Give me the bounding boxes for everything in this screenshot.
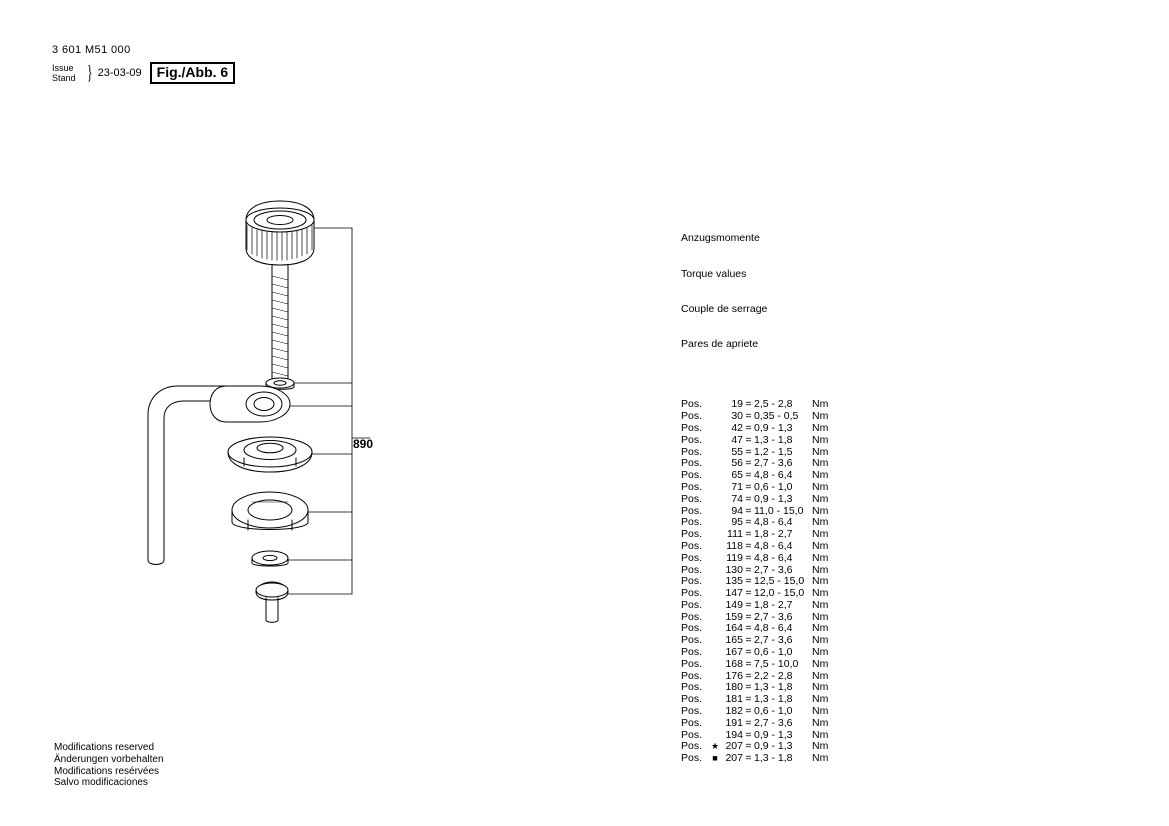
torque-row-marker	[711, 553, 719, 565]
torque-position-number: 182	[725, 705, 743, 718]
torque-unit: Nm	[812, 587, 829, 600]
torque-unit: Nm	[812, 575, 829, 588]
torque-row-marker	[711, 411, 719, 423]
torque-row	[681, 494, 828, 506]
torque-unit: Nm	[812, 539, 829, 552]
callout-leader-lines	[288, 228, 370, 594]
torque-position-number: 130	[725, 563, 743, 576]
torque-row-marker	[711, 706, 719, 718]
brace-glyph: }	[86, 62, 93, 84]
torque-pos-label: Pos.	[681, 539, 703, 552]
torque-value: 4,8 - 6,4	[754, 551, 793, 564]
torque-pos-label: Pos.	[681, 575, 703, 588]
torque-pos-label: Pos.	[681, 646, 703, 659]
torque-unit: Nm	[812, 693, 829, 706]
torque-position-number: 71	[731, 480, 743, 493]
torque-row-marker	[711, 659, 719, 671]
torque-value: 4,8 - 6,4	[754, 469, 793, 482]
torque-equals: =	[745, 504, 752, 517]
issue-label-de: Stand	[52, 73, 76, 83]
torque-unit: Nm	[812, 433, 829, 446]
document-footer	[54, 742, 164, 789]
torque-value: 0,9 - 1,3	[754, 728, 793, 741]
torque-position-number: 94	[731, 504, 743, 517]
torque-value: 1,3 - 1,8	[754, 693, 793, 706]
torque-value: 1,8 - 2,7	[754, 528, 793, 541]
torque-equals: =	[745, 669, 752, 682]
torque-unit: Nm	[812, 551, 829, 564]
torque-unit: Nm	[812, 752, 829, 765]
torque-equals: =	[745, 433, 752, 446]
torque-row-marker	[711, 694, 719, 706]
torque-value: 12,5 - 15,0	[754, 575, 805, 588]
torque-position-number: 118	[726, 539, 743, 552]
torque-equals: =	[745, 445, 752, 458]
torque-pos-label: Pos.	[681, 469, 703, 482]
torque-value: 2,7 - 3,6	[754, 716, 793, 729]
torque-pos-label: Pos.	[681, 516, 703, 529]
torque-row-marker	[711, 718, 719, 730]
torque-position-number: 194	[725, 728, 743, 741]
torque-row	[681, 753, 828, 765]
torque-position-number: 55	[731, 445, 743, 458]
torque-row-marker: ■	[712, 753, 718, 764]
torque-heading-es: Pares de apriete	[681, 338, 759, 351]
torque-equals: =	[745, 634, 752, 647]
torque-row-marker	[711, 730, 719, 742]
callout-label-890: 890	[353, 437, 374, 451]
torque-row-marker	[711, 399, 719, 411]
torque-equals: =	[745, 551, 752, 564]
torque-row	[681, 541, 828, 553]
torque-equals: =	[745, 410, 752, 423]
part-number: 3 601 M51 000	[52, 44, 131, 56]
torque-position-number: 176	[725, 669, 743, 682]
torque-value: 0,9 - 1,3	[754, 740, 793, 753]
torque-position-number: 207	[725, 752, 743, 765]
torque-position-number: 207	[725, 740, 743, 753]
torque-value: 1,3 - 1,8	[754, 433, 793, 446]
torque-position-number: 119	[726, 551, 743, 564]
torque-value: 4,8 - 6,4	[754, 539, 793, 552]
torque-equals: =	[745, 563, 752, 576]
torque-position-number: 168	[725, 657, 743, 670]
torque-unit: Nm	[812, 598, 829, 611]
torque-row-marker	[711, 682, 719, 694]
document-header	[52, 44, 472, 84]
torque-row-marker	[711, 647, 719, 659]
torque-equals: =	[745, 752, 752, 765]
torque-row-marker	[711, 447, 719, 459]
torque-equals: =	[745, 716, 752, 729]
torque-position-number: 19	[731, 398, 743, 411]
torque-pos-label: Pos.	[681, 598, 703, 611]
torque-value: 0,9 - 1,3	[754, 492, 793, 505]
torque-pos-label: Pos.	[681, 634, 703, 647]
torque-position-number: 30	[731, 410, 743, 423]
threaded-shaft-part	[272, 265, 288, 381]
small-washer-lower-part	[252, 551, 288, 566]
torque-value: 11,0 - 15,0	[754, 504, 804, 517]
torque-pos-label: Pos.	[681, 398, 703, 411]
torque-equals: =	[745, 610, 752, 623]
torque-unit: Nm	[812, 516, 829, 529]
torque-equals: =	[745, 539, 752, 552]
torque-position-number: 164	[725, 622, 743, 635]
torque-equals: =	[745, 457, 752, 470]
torque-value: 7,5 - 10,0	[754, 657, 799, 670]
torque-equals: =	[745, 480, 752, 493]
torque-row-marker	[711, 482, 719, 494]
footer-line-fr: Modifications resérvées	[54, 765, 160, 777]
issue-labels	[52, 63, 85, 84]
torque-unit: Nm	[812, 492, 829, 505]
footer-line-en: Modifications reserved	[54, 742, 155, 753]
torque-pos-label: Pos.	[681, 728, 703, 741]
torque-heading-en: Torque values	[681, 267, 747, 280]
torque-unit: Nm	[812, 480, 829, 493]
torque-equals: =	[745, 728, 752, 741]
torque-row	[681, 659, 828, 671]
torque-value: 0,9 - 1,3	[754, 421, 793, 434]
torque-unit: Nm	[812, 410, 829, 423]
torque-position-number: 165	[725, 634, 743, 647]
torque-position-number: 47	[731, 433, 743, 446]
torque-unit: Nm	[812, 716, 829, 729]
torque-pos-label: Pos.	[681, 445, 703, 458]
torque-pos-label: Pos.	[681, 551, 703, 564]
torque-equals: =	[745, 622, 752, 635]
torque-row-marker	[711, 600, 719, 612]
torque-position-number: 159	[725, 610, 743, 623]
torque-unit: Nm	[812, 398, 829, 411]
torque-pos-label: Pos.	[681, 693, 703, 706]
torque-equals: =	[745, 516, 752, 529]
torque-pos-label: Pos.	[681, 657, 703, 670]
torque-value: 1,3 - 1,8	[754, 681, 793, 694]
torque-equals: =	[745, 469, 752, 482]
ring-collar-part	[232, 492, 308, 530]
torque-row-marker	[711, 588, 719, 600]
torque-row-marker	[711, 458, 719, 470]
torque-equals: =	[745, 681, 752, 694]
torque-value: 1,2 - 1,5	[754, 445, 793, 458]
torque-equals: =	[745, 705, 752, 718]
clamp-arm-part	[210, 386, 290, 422]
torque-equals: =	[745, 528, 752, 541]
torque-row-marker	[711, 671, 719, 683]
torque-unit: Nm	[812, 622, 829, 635]
torque-unit: Nm	[812, 469, 829, 482]
torque-heading-fr: Couple de serrage	[681, 302, 768, 315]
torque-unit: Nm	[812, 681, 829, 694]
torque-value: 0,6 - 1,0	[754, 480, 793, 493]
torque-row-marker	[711, 529, 719, 541]
torque-row	[681, 553, 828, 565]
torque-unit: Nm	[812, 740, 829, 753]
torque-pos-label: Pos.	[681, 457, 703, 470]
torque-position-number: 56	[731, 457, 743, 470]
torque-unit: Nm	[812, 445, 829, 458]
torque-pos-label: Pos.	[681, 622, 703, 635]
torque-heading-de: Anzugsmomente	[681, 232, 760, 245]
torque-pos-label: Pos.	[681, 528, 703, 541]
torque-row-marker	[711, 612, 719, 624]
torque-equals: =	[745, 740, 752, 753]
torque-equals: =	[745, 693, 752, 706]
torque-pos-label: Pos.	[681, 610, 703, 623]
footer-line-es: Salvo modificaciones	[54, 777, 148, 789]
torque-unit: Nm	[812, 421, 829, 434]
torque-row-marker	[711, 423, 719, 435]
torque-value: 1,8 - 2,7	[754, 598, 793, 611]
torque-unit: Nm	[812, 646, 829, 659]
torque-row-marker	[711, 565, 719, 577]
torque-value: 12,0 - 15,0	[754, 587, 805, 600]
torque-value: 2,7 - 3,6	[754, 563, 793, 576]
torque-pos-label: Pos.	[681, 716, 703, 729]
torque-pos-label: Pos.	[681, 563, 703, 576]
torque-position-number: 167	[725, 646, 743, 659]
torque-row	[681, 600, 828, 612]
torque-unit: Nm	[812, 563, 829, 576]
torque-pos-label: Pos.	[681, 740, 703, 753]
torque-pos-label: Pos.	[681, 433, 703, 446]
torque-row	[681, 423, 828, 435]
torque-row-marker	[711, 517, 719, 529]
torque-unit: Nm	[812, 610, 829, 623]
torque-value: 2,5 - 2,8	[754, 398, 793, 411]
torque-equals: =	[745, 646, 752, 659]
figure-badge: Fig./Abb. 6	[150, 62, 236, 84]
torque-pos-label: Pos.	[681, 504, 703, 517]
torque-position-number: 65	[731, 469, 743, 482]
torque-row-marker	[711, 494, 719, 506]
torque-pos-label: Pos.	[681, 587, 703, 600]
torque-unit: Nm	[812, 705, 829, 718]
torque-unit: Nm	[812, 728, 829, 741]
torque-row-marker	[711, 470, 719, 482]
torque-unit: Nm	[812, 634, 829, 647]
issue-row	[52, 62, 472, 84]
knurled-knob-part	[246, 201, 314, 265]
torque-value: 2,7 - 3,6	[754, 634, 793, 647]
torque-unit: Nm	[812, 669, 829, 682]
torque-unit: Nm	[812, 657, 829, 670]
torque-row	[681, 482, 828, 494]
torque-pos-label: Pos.	[681, 681, 703, 694]
torque-position-number: 180	[725, 681, 743, 694]
torque-row-marker	[711, 506, 719, 518]
torque-equals: =	[745, 598, 752, 611]
torque-unit: Nm	[812, 528, 829, 541]
torque-value: 0,6 - 1,0	[754, 705, 793, 718]
torque-row-marker	[711, 635, 719, 647]
flanged-disc-part	[228, 437, 312, 472]
torque-unit: Nm	[812, 504, 829, 517]
torque-row-marker: ★	[711, 741, 720, 752]
torque-equals: =	[745, 421, 752, 434]
diagram-svg	[130, 180, 550, 640]
torque-row-marker	[711, 541, 719, 553]
torque-pos-label: Pos.	[681, 705, 703, 718]
torque-position-number: 135	[725, 575, 743, 588]
torque-value: 4,8 - 6,4	[754, 622, 793, 635]
torque-position-number: 74	[731, 492, 743, 505]
issue-date: 23-03-09	[97, 67, 142, 79]
torque-value: 2,2 - 2,8	[754, 669, 793, 682]
torque-pos-label: Pos.	[681, 669, 703, 682]
torque-equals: =	[745, 657, 752, 670]
torque-equals: =	[745, 575, 752, 588]
footer-line-de: Änderungen vorbehalten	[54, 753, 164, 765]
torque-value: 0,6 - 1,0	[754, 646, 793, 659]
torque-equals: =	[745, 398, 752, 411]
torque-position-number: 181	[725, 693, 743, 706]
issue-label-en: Issue	[52, 62, 74, 73]
torque-position-number: 42	[731, 421, 743, 434]
torque-value: 4,8 - 6,4	[754, 516, 793, 529]
torque-row-marker	[711, 576, 719, 588]
torque-value: 1,3 - 1,8	[754, 752, 793, 765]
torque-position-number: 149	[725, 598, 743, 611]
torque-values-block	[681, 186, 828, 777]
torque-position-number: 191	[725, 716, 743, 729]
torque-value: 0,35 - 0,5	[754, 410, 799, 423]
torque-position-number: 95	[731, 516, 743, 529]
torque-pos-label: Pos.	[681, 480, 703, 493]
torque-value: 2,7 - 3,6	[754, 610, 793, 623]
torque-pos-label: Pos.	[681, 421, 703, 434]
torque-pos-label: Pos.	[681, 752, 703, 765]
torque-row	[681, 718, 828, 730]
torque-rows	[681, 399, 828, 765]
torque-position-number: 147	[725, 587, 743, 600]
torque-position-number: 111	[727, 528, 743, 541]
torque-pos-label: Pos.	[681, 410, 703, 423]
torque-equals: =	[745, 587, 752, 600]
screw-part	[256, 582, 288, 622]
exploded-parts-diagram	[130, 180, 550, 645]
torque-row-marker	[711, 435, 719, 447]
torque-unit: Nm	[812, 457, 829, 470]
torque-pos-label: Pos.	[681, 492, 703, 505]
torque-row	[681, 435, 828, 447]
torque-value: 2,7 - 3,6	[754, 457, 793, 470]
torque-row-marker	[711, 623, 719, 635]
torque-equals: =	[745, 492, 752, 505]
